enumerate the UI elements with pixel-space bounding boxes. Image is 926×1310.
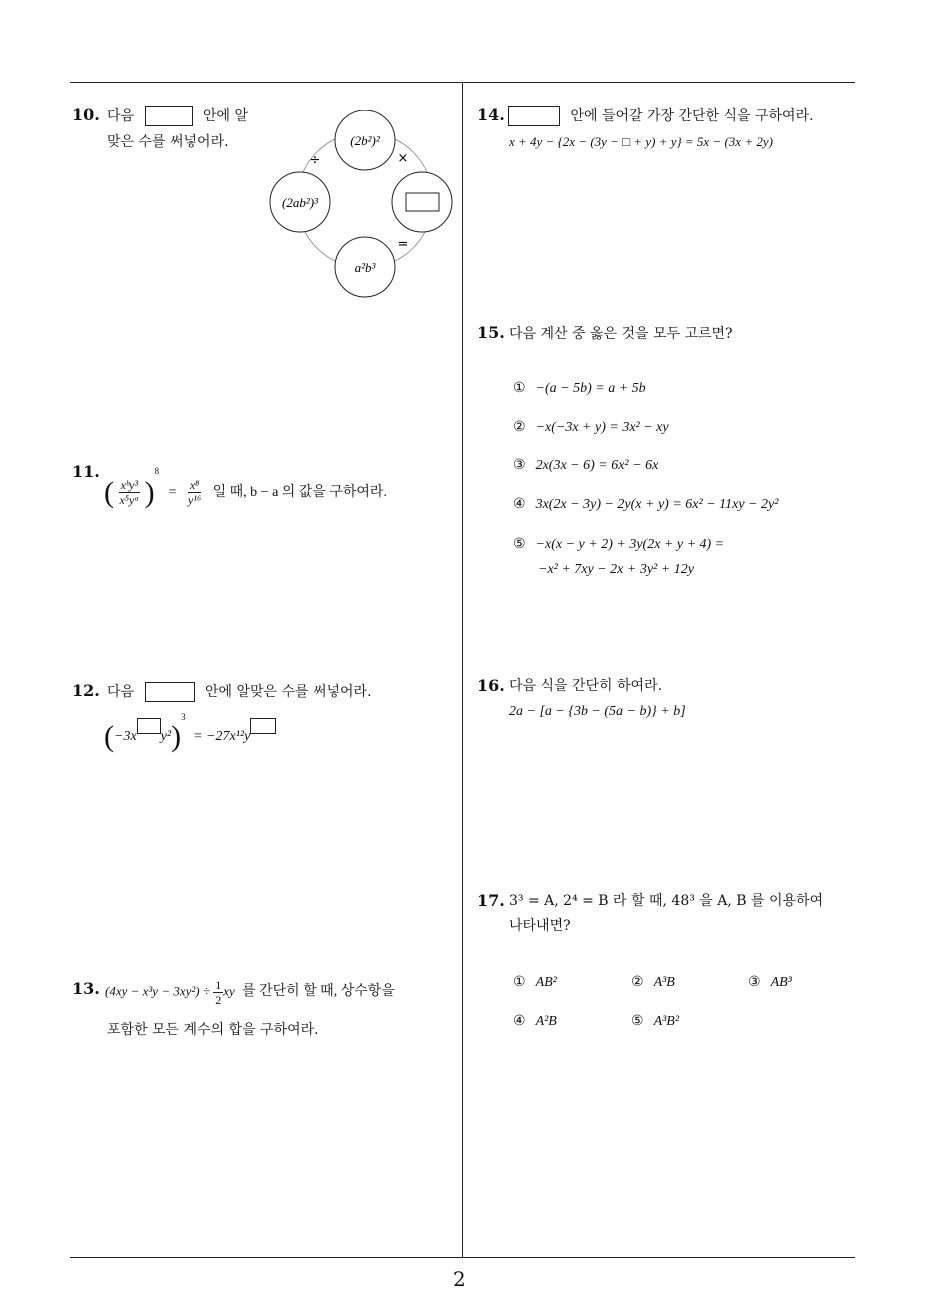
question-15-number: 15. (477, 323, 505, 342)
question-10-diagram (265, 110, 465, 310)
question-15-choice-3: ③ 2x(3x − 6) = 6x² − 6x (513, 458, 659, 473)
question-15-text: 다음 계산 중 옳은 것을 모두 고르면? (509, 326, 733, 342)
question-10-line1 (107, 106, 248, 126)
question-11-tail: 일 때, b − a 의 값을 구하여라. (212, 485, 387, 500)
question-16-text: 다음 식을 간단히 하여라. (509, 678, 663, 694)
question-15-choice-5: ⑤ −x(x − y + 2) + 3y(2x + y + 4) = (513, 537, 725, 552)
page-number: 2 (453, 1267, 466, 1291)
diagram-left-label: (2ab²)³ (282, 195, 318, 210)
question-17-choice-3: ③ AB³ (748, 975, 792, 990)
question-16-number: 16. (477, 676, 505, 695)
question-11-fraction-right: $\frac{\text{x⁸}}{\text{y¹⁶}}$ (188, 478, 202, 508)
question-12-expression: (−3x y²)$^3$ = −27x¹²y (104, 712, 276, 754)
exponent-blank-box (137, 718, 161, 734)
bottom-rule (70, 1257, 855, 1258)
question-17-number: 17. (477, 891, 505, 910)
question-11-fraction-left: $\frac{\text{xᵇy³}}{\text{x⁵yᵃ}}$ (119, 478, 140, 508)
answer-blank-box (508, 106, 560, 126)
question-12-number: 12. (72, 681, 100, 700)
question-15-choice-4: ④ 3x(2x − 3y) − 2y(x + y) = 6x² − 11xy − 2y² (513, 497, 779, 512)
question-13-number: 13. (72, 979, 100, 998)
diagram-divide-op: ÷ (309, 153, 321, 168)
question-17-choice-5: ⑤ A³B² (631, 1014, 680, 1029)
question-10-line2: 맞은 수를 써넣어라. (107, 134, 229, 150)
answer-blank-box (145, 682, 195, 702)
question-17-choice-4: ④ A²B (513, 1014, 557, 1029)
diagram-top-label: (2b²)² (350, 133, 380, 148)
question-13-fraction: $\frac{1}{2}$ (215, 978, 222, 1007)
question-17-line1: 3³ = A, 2⁴ = B 라 할 때, 48³ 을 A, B 를 이용하여 (509, 893, 824, 909)
question-13-expression: (4xy − x³y − 3xy²) ÷ $\frac{1}{2}$ xy 를 간단히 할 때, 상수항을 (105, 978, 395, 1007)
question-15-choice-2: ② −x(−3x + y) = 3x² − xy (513, 420, 669, 435)
question-15-choice-1: ① −(a − 5b) = a + 5b (513, 381, 646, 396)
question-14-line1: 안에 들어갈 가장 간단한 식을 구하여라. (508, 106, 814, 126)
answer-blank-box (145, 106, 193, 126)
diagram-times-op: × (397, 151, 409, 166)
question-16-expression: 2a − [a − {3b − (5a − b)} + b] (509, 704, 686, 719)
question-14-number: 14. (477, 105, 505, 124)
diagram-bottom-label: a²b³ (354, 260, 376, 275)
question-12-line1: 다음 안에 알맞은 수를 써넣어라. (107, 684, 372, 700)
question-10-text-after: 안에 알 (202, 108, 248, 124)
diagram-node-right (392, 172, 452, 232)
question-17-line2: 나타내면? (509, 918, 571, 934)
question-14-equation: x + 4y − {2x − (3y − □ + y) + y} = 5x − (3x + 2y) (509, 134, 773, 149)
exponent-blank-box (250, 718, 276, 734)
question-10-text-before: 다음 (107, 108, 135, 124)
question-11-outer-exponent: 8 (154, 466, 160, 476)
question-13-line2: 포함한 모든 계수의 합을 구하여라. (107, 1022, 319, 1038)
diagram-equals-op: = (397, 237, 409, 252)
question-11-expression: ( $\frac{\text{xᵇy³}}{\text{x⁵yᵃ}}$ )$^8$ = $\frac{\text{x⁸}}{\text{y¹⁶}}$ 일 때, b − a 의 값을 구하여라. (104, 466, 387, 509)
question-17-choice-1: ① AB² (513, 975, 557, 990)
question-17-choice-2: ② A³B (631, 975, 675, 990)
question-10-number: 10. (72, 105, 100, 124)
question-15-choice-5-line2: −x² + 7xy − 2x + 3y² + 12y (538, 562, 694, 577)
question-11-number: 11. (72, 462, 100, 481)
